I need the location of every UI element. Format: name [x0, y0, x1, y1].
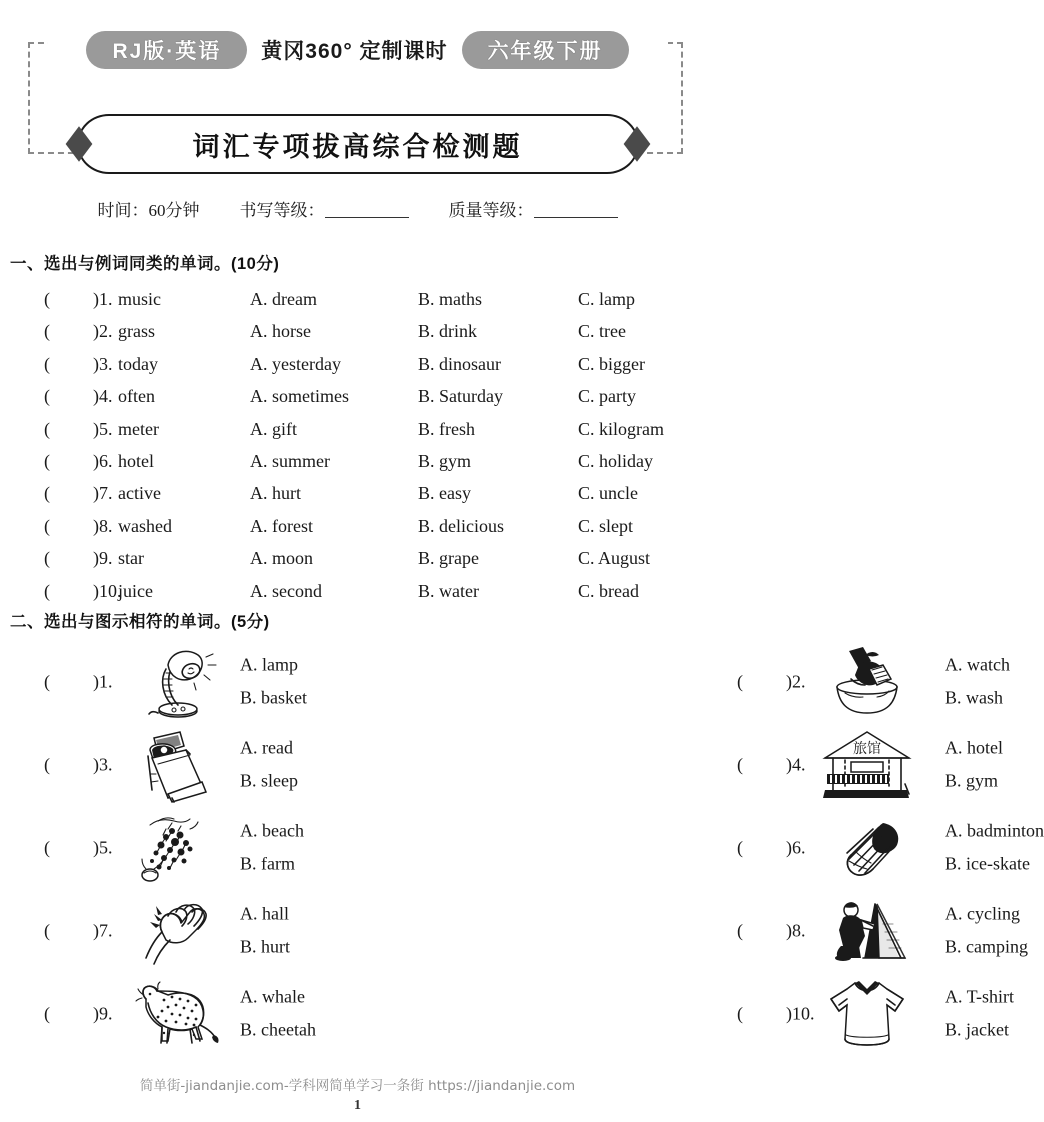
- answer-bracket[interactable]: (: [44, 353, 50, 374]
- title-banner-wrap: [0, 108, 715, 180]
- option-a[interactable]: A. watch: [945, 654, 1010, 675]
- answer-bracket[interactable]: (: [44, 321, 50, 342]
- question-number: )1.: [93, 671, 113, 691]
- question-stem: active: [118, 483, 161, 504]
- option-a[interactable]: A. moon: [250, 548, 313, 569]
- option-b[interactable]: B. hurt: [240, 936, 291, 957]
- question-row: [0, 510, 715, 542]
- option-b[interactable]: B. gym: [418, 450, 472, 471]
- answer-bracket[interactable]: (: [44, 483, 50, 504]
- option-c[interactable]: C. slept: [578, 515, 634, 536]
- question-number: )5.: [93, 837, 113, 857]
- diamond-right-icon: [623, 126, 650, 161]
- option-a[interactable]: A. yesterday: [250, 353, 341, 374]
- question-number: )7.: [93, 483, 113, 504]
- picture-question-cell: [0, 723, 357, 806]
- option-c[interactable]: C. holiday: [578, 450, 653, 471]
- time-label: 时间：60分钟: [97, 201, 200, 220]
- picture-question-cell: [0, 889, 357, 972]
- option-group: [240, 731, 298, 798]
- option-a[interactable]: A. whale: [240, 986, 305, 1007]
- option-c[interactable]: C. kilogram: [578, 418, 664, 439]
- question-stem: washed: [118, 515, 172, 536]
- picture-question-cell: [357, 640, 1010, 723]
- quality-grade-field: [449, 196, 618, 221]
- section-2-question-grid: [0, 640, 1044, 1055]
- question-number: )3.: [93, 754, 113, 774]
- answer-bracket[interactable]: (: [44, 289, 50, 309]
- picture-question-cell: [0, 972, 357, 1055]
- answer-bracket[interactable]: (: [44, 671, 50, 691]
- option-a[interactable]: A. horse: [250, 321, 311, 342]
- picture-question-cell: [357, 972, 1015, 1055]
- question-stem: meter: [118, 418, 159, 439]
- option-c[interactable]: C. bread: [578, 580, 639, 601]
- option-c[interactable]: C. uncle: [578, 483, 638, 504]
- option-b[interactable]: B. maths: [418, 289, 483, 309]
- question-row: [0, 445, 715, 477]
- question-row: [0, 380, 715, 412]
- section-2-heading: 二、选出与图示相符的单词。(5分): [10, 613, 270, 631]
- camping-tent-icon: [821, 894, 913, 968]
- page-title: 词汇专项拔高综合检测题: [192, 131, 523, 163]
- title-banner: [77, 114, 639, 174]
- question-number: )2.: [93, 321, 113, 342]
- picture-question-cell: [357, 723, 1003, 806]
- option-c[interactable]: C. August: [578, 548, 651, 569]
- option-b[interactable]: B. sleep: [240, 770, 298, 791]
- option-b[interactable]: B. water: [418, 580, 479, 601]
- option-b[interactable]: B. basket: [240, 687, 307, 708]
- option-c[interactable]: C. tree: [578, 321, 626, 342]
- option-c[interactable]: C. bigger: [578, 353, 645, 374]
- option-a[interactable]: A. forest: [250, 515, 313, 536]
- header-row: [0, 28, 715, 72]
- answer-bracket[interactable]: (: [44, 1003, 50, 1023]
- answer-bracket[interactable]: (: [44, 754, 50, 774]
- question-row: [0, 477, 715, 509]
- option-group: [240, 814, 304, 881]
- option-group: [945, 648, 1010, 715]
- picture-question-cell: [0, 806, 357, 889]
- farm-field-icon: [128, 811, 220, 885]
- option-c[interactable]: C. party: [578, 386, 636, 407]
- option-b[interactable]: B. ice-skate: [945, 853, 1030, 874]
- diamond-left-icon: [65, 126, 92, 161]
- answer-bracket[interactable]: (: [737, 671, 743, 691]
- question-stem: juice: [118, 580, 153, 601]
- answer-bracket[interactable]: (: [44, 450, 50, 471]
- picture-question-cell: [357, 806, 1044, 889]
- question-number: )4.: [93, 386, 113, 407]
- question-number: )5.: [93, 418, 113, 439]
- t-shirt-icon: [821, 977, 913, 1051]
- writing-grade-label: 书写等级：: [239, 201, 325, 220]
- option-b[interactable]: B. cheetah: [240, 1019, 316, 1040]
- option-b[interactable]: B. camping: [945, 936, 1028, 957]
- cheetah-icon: [128, 977, 220, 1051]
- question-stem: star: [118, 548, 144, 569]
- option-b[interactable]: B. farm: [240, 853, 295, 874]
- question-number: )1.: [93, 289, 113, 309]
- option-b[interactable]: B. fresh: [418, 418, 475, 439]
- option-group: [945, 731, 1003, 798]
- section-1-question-list: [0, 283, 715, 607]
- option-b[interactable]: B. dinosaur: [418, 353, 501, 374]
- option-a[interactable]: A. summer: [250, 450, 330, 471]
- question-number: )6.: [786, 837, 806, 857]
- question-number: )6.: [93, 450, 113, 471]
- shuttlecock-icon: [821, 811, 913, 885]
- option-a[interactable]: A. second: [250, 580, 322, 601]
- person-in-bed-icon: [128, 728, 220, 802]
- option-a[interactable]: A. hall: [240, 903, 289, 924]
- answer-bracket[interactable]: (: [737, 837, 743, 857]
- grade-badge: 六年级下册: [462, 31, 629, 69]
- option-b[interactable]: B. grape: [418, 548, 479, 569]
- writing-grade-field: [240, 196, 409, 221]
- answer-bracket[interactable]: (: [737, 920, 743, 940]
- series-title: 黄冈360° 定制课时: [261, 40, 448, 63]
- question-row: [0, 348, 715, 380]
- injured-hand-icon: [128, 894, 220, 968]
- question-number: )10.: [786, 1003, 815, 1023]
- answer-bracket[interactable]: (: [44, 548, 50, 569]
- option-b[interactable]: B. drink: [418, 321, 478, 342]
- question-number: )7.: [93, 920, 113, 940]
- question-row: [0, 315, 715, 347]
- quality-grade-blank[interactable]: [534, 201, 618, 218]
- option-a[interactable]: A. dream: [250, 289, 317, 309]
- option-a[interactable]: A. gift: [250, 418, 297, 439]
- writing-grade-blank[interactable]: [325, 201, 409, 218]
- desk-lamp-icon: [128, 645, 220, 719]
- option-a[interactable]: A. sometimes: [250, 386, 349, 407]
- question-number: )4.: [786, 754, 806, 774]
- question-number: )10.: [93, 580, 122, 601]
- option-b[interactable]: B. delicious: [418, 515, 504, 536]
- question-row: [0, 283, 715, 315]
- option-a[interactable]: A. cycling: [945, 903, 1020, 924]
- option-a[interactable]: A. hotel: [945, 737, 1003, 758]
- answer-bracket[interactable]: (: [44, 920, 50, 940]
- answer-bracket[interactable]: (: [737, 754, 743, 774]
- exam-info-line: [0, 196, 715, 221]
- picture-question-cell: [0, 640, 357, 723]
- option-b[interactable]: B. easy: [418, 483, 471, 504]
- question-number: )8.: [93, 515, 113, 536]
- option-b[interactable]: B. Saturday: [418, 386, 503, 407]
- picture-question-cell: [357, 889, 1028, 972]
- quality-grade-label: 质量等级：: [448, 201, 534, 220]
- question-stem: often: [118, 386, 155, 407]
- option-group: [945, 980, 1014, 1047]
- option-group: [240, 980, 316, 1047]
- answer-bracket[interactable]: (: [44, 515, 50, 536]
- answer-bracket[interactable]: (: [44, 386, 50, 407]
- question-number: )2.: [786, 671, 806, 691]
- option-b[interactable]: B. jacket: [945, 1019, 1009, 1040]
- option-b[interactable]: B. wash: [945, 687, 1003, 708]
- option-group: [240, 897, 290, 964]
- option-group: [945, 897, 1028, 964]
- question-number: )9.: [93, 548, 113, 569]
- hotel-sign-text: 旅馆: [853, 740, 881, 757]
- option-b[interactable]: B. gym: [945, 770, 999, 791]
- question-row: [0, 413, 715, 445]
- question-row: [0, 542, 715, 574]
- option-a[interactable]: A. lamp: [240, 654, 298, 675]
- question-stem: hotel: [118, 450, 154, 471]
- question-number: )9.: [93, 1003, 113, 1023]
- question-stem: grass: [118, 321, 155, 342]
- option-a[interactable]: A. badminton: [945, 820, 1044, 841]
- question-number: )8.: [786, 920, 806, 940]
- option-group: [945, 814, 1044, 881]
- question-stem: today: [118, 353, 158, 374]
- option-c[interactable]: C. lamp: [578, 289, 635, 309]
- question-row: [0, 575, 715, 607]
- question-number: )3.: [93, 353, 113, 374]
- option-group: [240, 648, 307, 715]
- option-a[interactable]: A. beach: [240, 820, 304, 841]
- answer-bracket[interactable]: (: [737, 1003, 743, 1023]
- question-stem: music: [118, 289, 161, 309]
- answer-bracket[interactable]: (: [44, 580, 50, 601]
- answer-bracket[interactable]: (: [44, 418, 50, 439]
- option-a[interactable]: A. hurt: [250, 483, 301, 504]
- footer-watermark: 简单街-jiandanjie.com-学科网简单学习一条街 https://jiandanjie.com: [139, 1078, 576, 1094]
- option-a[interactable]: A. T-shirt: [945, 986, 1015, 1007]
- edition-badge: RJ版·英语: [86, 31, 247, 69]
- option-a[interactable]: A. read: [240, 737, 293, 758]
- hotel-building-icon: [821, 728, 913, 802]
- section-1-heading: 一、选出与例词同类的单词。(10分): [10, 255, 280, 273]
- washing-basin-icon: [821, 645, 913, 719]
- answer-bracket[interactable]: (: [44, 837, 50, 857]
- page-number: 1: [354, 1098, 361, 1113]
